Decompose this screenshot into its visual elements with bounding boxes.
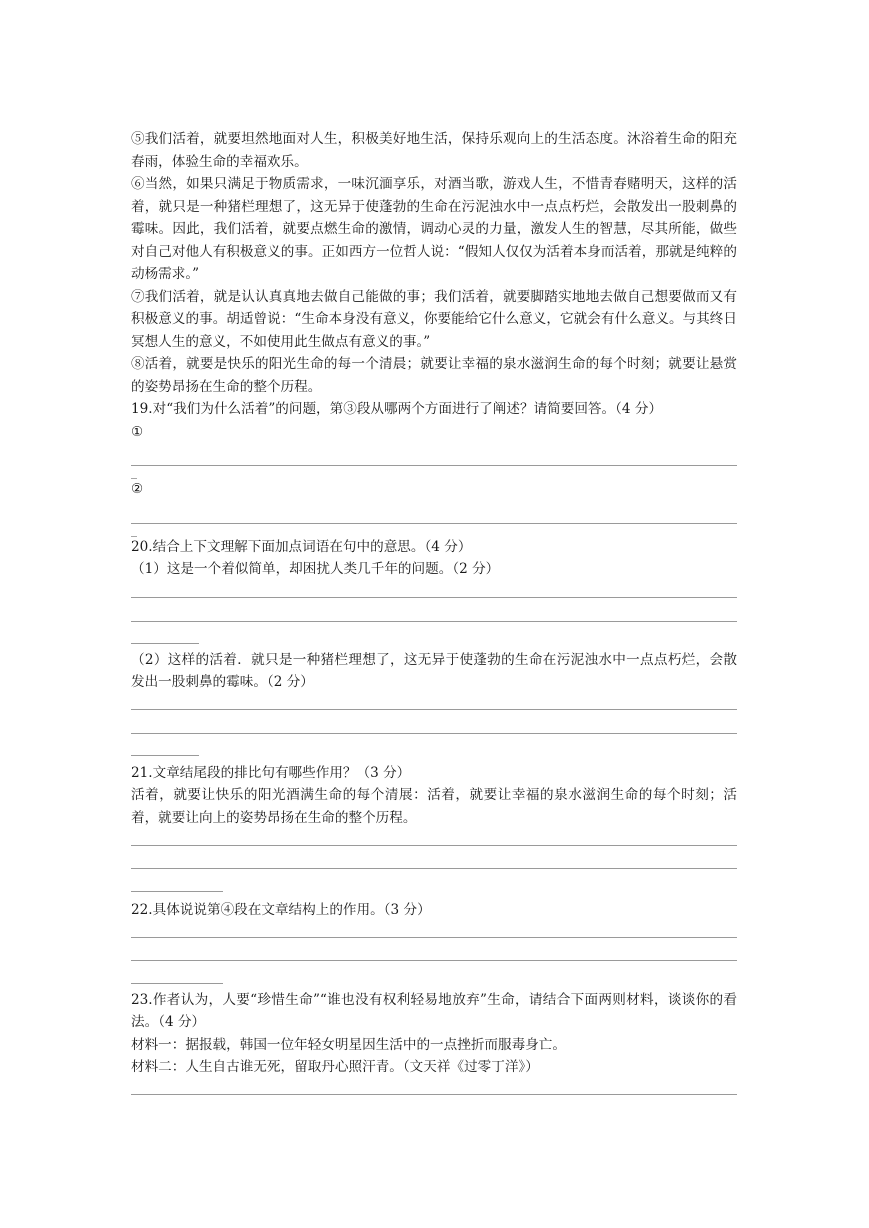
question-23-material-2: 材料二：人生自古谁无死，留取丹心照汗青。（文天祥《过零丁洋》）	[131, 1059, 539, 1075]
question-21-stem: 21.文章结尾段的排比句有哪些作用？（3 分）	[131, 764, 411, 781]
answer-space	[131, 829, 737, 845]
question-20-sub-2: （2）这样的活着．就只是一种猪栏理想了，这无异于使蓬勃的生命在污泥浊水中一点点朽烂，会散发出一股刺鼻的霉味。（2 分）	[131, 651, 737, 690]
exam-page	[131, 128, 737, 1095]
underline-mark: _	[131, 465, 137, 479]
underline-mark: _	[131, 522, 137, 537]
question-19-stem: 19.对“我们为什么活着”的问题，第③段从哪两个方面进行了阐述？请简要回答。（4 分）	[131, 401, 663, 417]
passage-paragraph-8: ⑧活着，就要是快乐的阳光生命的每一个清晨；就要让幸福的泉水滋润生命的每个时刻；就要让悬赏的姿势昂扬在生命的整个历程。	[131, 356, 737, 395]
question-19-item-2: ②	[131, 481, 144, 497]
question-20-stem: 20.结合上下文理解下面加点词语在句中的意思。（4 分）	[131, 538, 472, 555]
question-23-material-1: 材料一：据报载，韩国一位年轻女明星因生活中的一点挫折而服毒身亡。	[131, 1036, 566, 1053]
answer-space	[131, 869, 737, 891]
question-19-item-1: ①	[131, 423, 144, 440]
answer-space	[131, 734, 737, 755]
answer-space	[131, 694, 737, 709]
answer-space	[131, 710, 737, 733]
answer-space	[131, 922, 737, 937]
answer-space	[131, 846, 737, 868]
answer-space	[131, 1079, 737, 1094]
question-22-stem: 22.具体说说第④段在文章结构上的作用。（3 分）	[131, 902, 431, 918]
answer-space	[131, 622, 737, 643]
answer-space	[131, 938, 737, 960]
answer-space	[131, 598, 737, 621]
answer-space	[131, 581, 737, 597]
answer-space	[131, 501, 737, 523]
passage-paragraph-7: ⑦我们活着，就是认认真真地去做自己能做的事；我们活着，就要脚踏实地地去做自己想要做而又有积极意义的事。胡适曾说：“生命本身没有意义，你要能给它什么意义，它就会有什么意义。与其终日冥想人生的意义，不如使用此生做点有意义的事。”	[131, 288, 737, 350]
answer-space	[131, 892, 737, 899]
answer-space	[131, 443, 737, 465]
answer-line[interactable]	[131, 1094, 737, 1095]
question-21-quote: 活着，就要让快乐的阳光酒满生命的每个清展：活着，就要让幸福的泉水滋润生命的每个时刻；活着，就要让向上的姿势昂扬在生命的整个历程。	[131, 787, 737, 826]
question-20-sub-1: （1）这是一个着似简单，却困扰人类几千年的问题。（2 分）	[131, 561, 500, 577]
answer-space	[131, 961, 737, 983]
question-23-stem: 23.作者认为，人要“珍惜生命”“谁也没有权利轻易地放弃”生命，请结合下面两则材料，谈谈你的看法。（4 分）	[131, 991, 737, 1030]
passage-paragraph-5: ⑤我们活着，就要坦然地面对人生，积极美好地生活，保持乐观向上的生活态度。沐浴着生命的阳充春雨，体验生命的幸福欢乐。	[131, 131, 737, 170]
passage-paragraph-6: ⑥当然，如果只满足于物质需求，一味沉湎享乐，对酒当歌，游戏人生，不惜青春赌明天，这样的活着，就只是一种猪栏理想了，这无异于使蓬勃的生命在污泥浊水中一点点朽烂，会散发出一股刺鼻的霉味。因此，我们活着，就要点燃生命的激情，调动心灵的力量，激发人生的智慧，尽其所能，做些对自己对他人有积极意义的事。正如西方一位哲人说：“假知人仅仅为活着本身而活着，那就是纯粹的动杨需求。”	[131, 176, 737, 282]
